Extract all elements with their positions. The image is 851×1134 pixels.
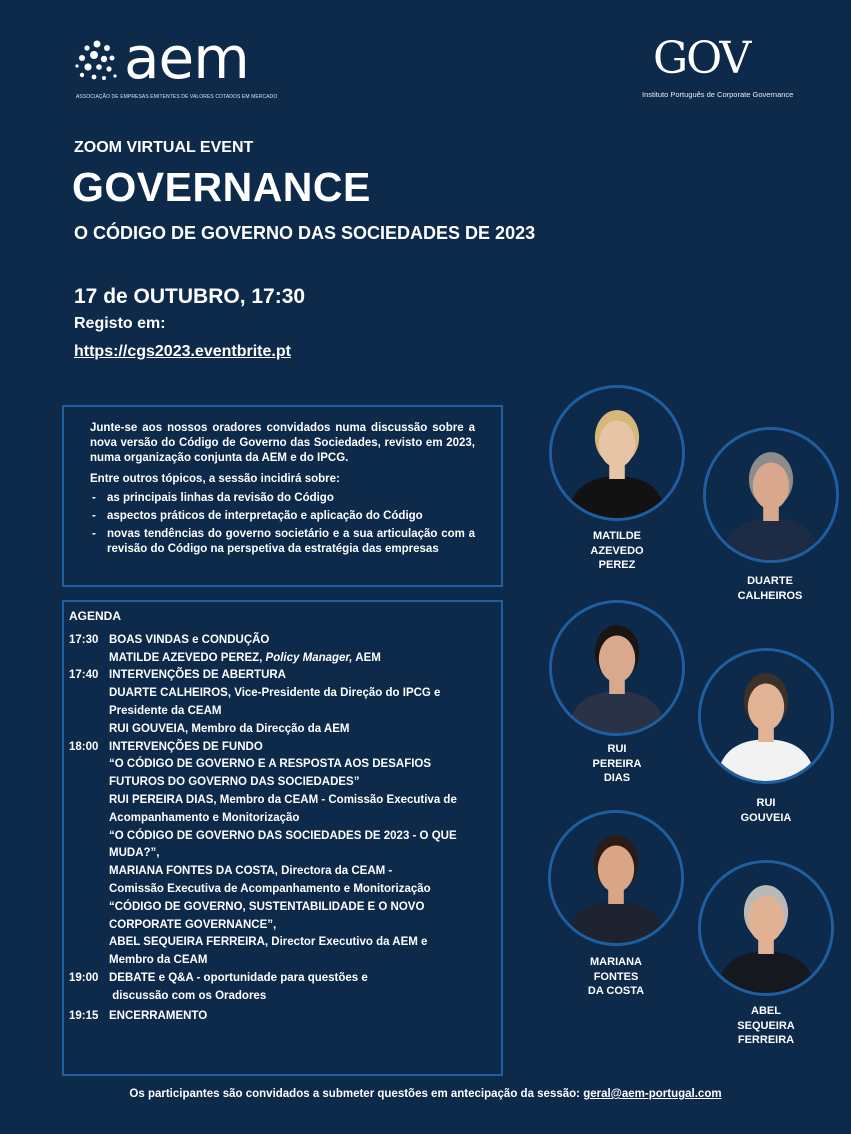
portrait-icon	[701, 651, 831, 781]
portrait-face	[748, 684, 784, 731]
agenda-time: 17:40	[69, 669, 99, 682]
aem-logo-subtitle: ASSOCIAÇÃO DE EMPRESAS EMITENTES DE VALORES COTADOS EM MERCADO	[76, 94, 278, 100]
agenda-detail: RUI GOUVEIA, Membro da Direcção da AEM	[109, 722, 350, 735]
speaker-photo	[703, 427, 839, 563]
portrait-icon	[552, 603, 682, 733]
agenda-time: 19:15	[69, 1009, 99, 1022]
registration-label: Registo em:	[74, 315, 166, 332]
gov-logo-subtitle: Instituto Português de Corporate Governance	[642, 90, 794, 99]
page-subtitle: O CÓDIGO DE GOVERNO DAS SOCIEDADES DE 2023	[74, 223, 536, 243]
speaker-photo	[549, 600, 685, 736]
speaker-photo	[548, 810, 684, 946]
topics-list	[90, 491, 475, 557]
intro-box	[62, 405, 503, 587]
agenda-detail: “O CÓDIGO DE GOVERNO E A RESPOSTA AOS DESAFIOS	[109, 758, 432, 771]
portrait-face	[599, 636, 635, 683]
agenda-detail: Membro da CEAM	[109, 954, 208, 967]
portrait-icon	[701, 863, 831, 993]
topic-item: - as principais linhas da revisão do Código	[90, 491, 475, 506]
portrait-icon	[551, 813, 681, 943]
event-date: 17 de OUTUBRO, 17:30	[74, 285, 306, 308]
agenda-item	[69, 739, 495, 970]
agenda-box	[62, 600, 503, 1076]
page-title: GOVERNANCE	[72, 164, 371, 210]
speaker-name: DUARTE CALHEIROS	[737, 575, 803, 602]
agenda-time: 18:00	[69, 740, 99, 753]
agenda-detail: Presidente da CEAM	[109, 704, 222, 717]
speaker-name: MARIANA FONTES DA COSTA	[587, 956, 645, 997]
agenda-title: AGENDA	[69, 609, 122, 623]
gov-wordmark: GOV	[653, 33, 750, 84]
portrait-face	[753, 463, 789, 510]
agenda-detail: MATILDE AZEVEDO PEREZ, Policy Manager, AEM	[109, 651, 381, 664]
portrait-icon	[706, 430, 836, 560]
agenda-detail: MARIANA FONTES DA COSTA, Directora da CEAM -	[109, 865, 393, 878]
portrait-icon	[552, 388, 682, 518]
speaker-photo	[698, 648, 834, 784]
aem-logo	[74, 24, 278, 106]
speaker-name: RUI PEREIRA DIAS	[592, 743, 642, 784]
portrait-face	[598, 846, 634, 893]
registration-link[interactable]: https://cgs2023.eventbrite.pt	[74, 343, 291, 360]
speaker-photo	[698, 860, 834, 996]
agenda-item	[69, 632, 495, 668]
agenda-item	[69, 970, 495, 1006]
contact-email-link[interactable]: geral@aem-portugal.com	[583, 1088, 722, 1100]
agenda-time: 19:00	[69, 971, 99, 984]
footer-text: Os participantes são convidados a submeter questões em antecipação da sessão:	[129, 1088, 584, 1100]
agenda-detail: CORPORATE GOVERNANCE”,	[109, 918, 277, 931]
speaker-name: RUI GOUVEIA	[740, 797, 792, 824]
agenda-detail: discussão com os Oradores	[109, 989, 267, 1002]
agenda-heading: DEBATE e Q&A - oportunidade para questões e	[109, 971, 368, 984]
agenda-detail: Comissão Executiva de Acompanhamento e Monitorização	[109, 882, 431, 895]
topic-item: - novas tendências do governo societário e a sua articulação com a revisão do Código na perspetiva da estratégia das empresas	[90, 527, 475, 557]
aem-dots-icon	[74, 38, 120, 84]
portrait-face	[748, 896, 784, 943]
ipcg-logo	[638, 33, 794, 104]
agenda-detail: “O CÓDIGO DE GOVERNO DAS SOCIEDADES DE 2023 - O QUE	[109, 829, 457, 842]
agenda-item	[69, 667, 495, 738]
aem-wordmark: aem	[124, 24, 249, 92]
intro-paragraph: Junte-se aos nossos oradores convidados numa discussão sobre a nova versão do Código de Governo das Sociedades, revisto em 2023, numa organização conjunta da AEM e do IPCG.	[90, 422, 475, 464]
agenda-detail: FUTUROS DO GOVERNO DAS SOCIEDADES”	[109, 776, 360, 789]
speaker-name: ABEL SEQUEIRA FERREIRA	[737, 1005, 795, 1046]
agenda-detail: MUDA?”,	[109, 847, 160, 860]
agenda-detail: RUI PEREIRA DIAS, Membro da CEAM - Comissão Executiva de	[109, 793, 457, 806]
agenda-heading: INTERVENÇÕES DE ABERTURA	[109, 669, 286, 682]
topics-intro: Entre outros tópicos, a sessão incidirá sobre:	[90, 473, 340, 485]
agenda-item	[69, 1008, 495, 1026]
agenda-detail: “CÓDIGO DE GOVERNO, SUSTENTABILIDADE E O NOVO	[109, 900, 425, 913]
agenda-detail: Acompanhamento e Monitorização	[109, 811, 300, 824]
topic-item: - aspectos práticos de interpretação e aplicação do Código	[90, 509, 475, 524]
agenda-heading: BOAS VINDAS e CONDUÇÃO	[109, 633, 270, 646]
agenda-time: 17:30	[69, 633, 99, 646]
footer-note	[0, 1088, 851, 1100]
speaker-photo	[549, 385, 685, 521]
speaker-name: MATILDE AZEVEDO PEREZ	[590, 530, 644, 571]
event-kicker: ZOOM VIRTUAL EVENT	[74, 139, 254, 156]
agenda-detail: ABEL SEQUEIRA FERREIRA, Director Executivo da AEM e	[109, 936, 428, 949]
agenda-detail: DUARTE CALHEIROS, Vice-Presidente da Direção do IPCG e	[109, 687, 441, 700]
agenda-heading: ENCERRAMENTO	[109, 1009, 208, 1022]
portrait-face	[599, 421, 635, 468]
agenda-heading: INTERVENÇÕES DE FUNDO	[109, 740, 263, 753]
